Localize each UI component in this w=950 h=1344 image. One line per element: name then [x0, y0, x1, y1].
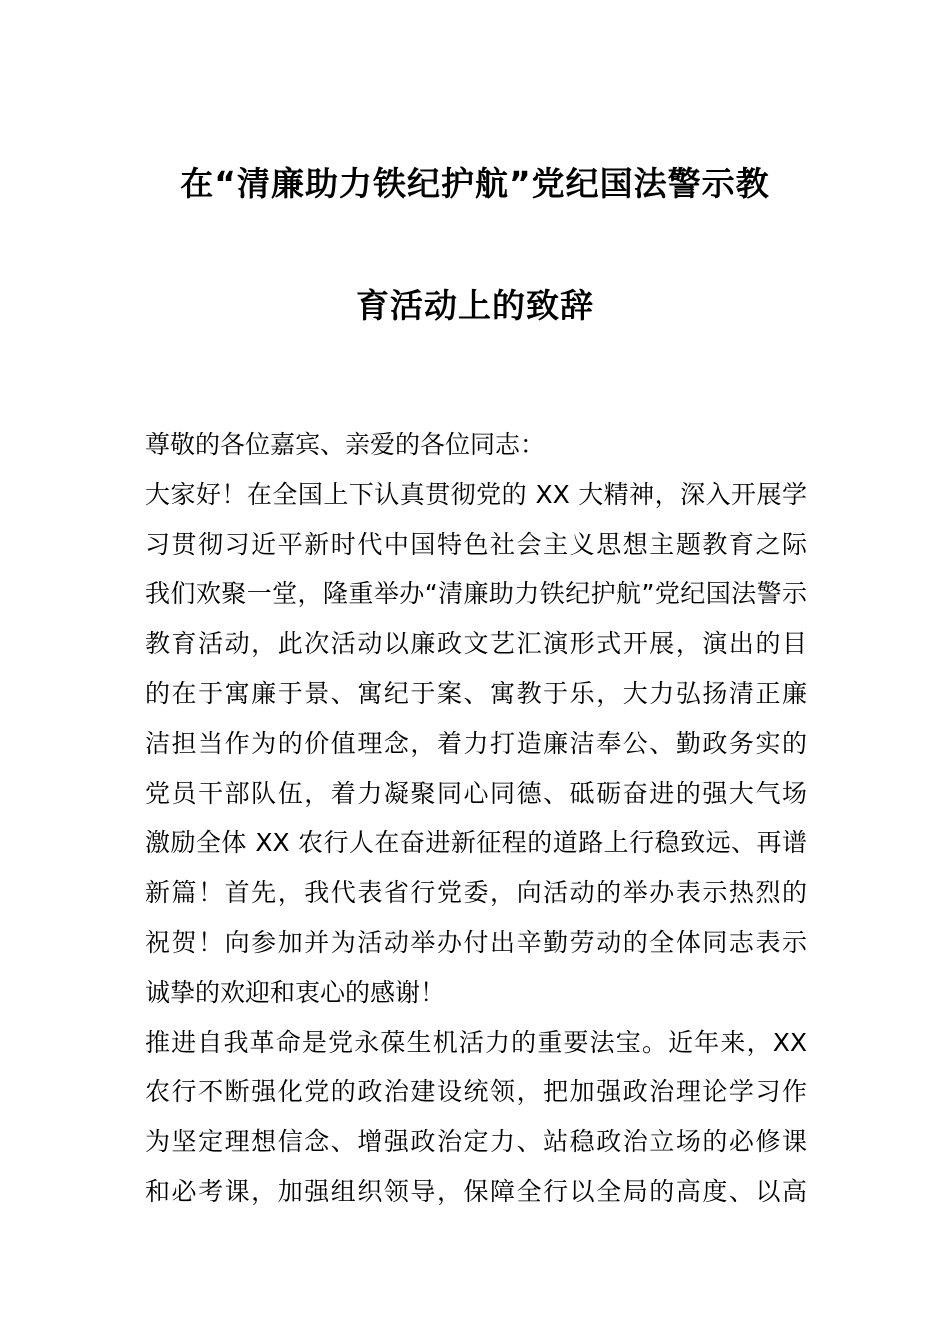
- body-line: 洁担当作为的价值理念，着力打造廉洁奉公、勤政务实的: [145, 728, 807, 758]
- body-line: 我们欢聚一堂，隆重举办“清廉助力铁纪护航”党纪国法警示: [145, 579, 807, 609]
- body-line: 为坚定理想信念、增强政治定力、站稳政治立场的必修课: [145, 1127, 807, 1157]
- body-line: 的在于寓廉于景、寓纪于案、寓教于乐，大力弘扬清正廉: [145, 678, 807, 708]
- body-line: 农行不断强化党的政治建设统领，把加强政治理论学习作: [145, 1077, 807, 1107]
- body-line: 祝贺！向参加并为活动举办付出辛勤劳动的全体同志表示: [145, 927, 807, 957]
- body-line: 尊敬的各位嘉宾、亲爱的各位同志：: [145, 430, 546, 459]
- document-body: [145, 420, 807, 1217]
- document-title-line-1: 在“清廉助力铁纪护航”党纪国法警示教: [180, 164, 770, 203]
- body-line: 党员干部队伍，着力凝聚同心同德、砥砺奋进的强大气场: [145, 778, 807, 808]
- body-line: 推进自我革命是党永葆生机活力的重要法宝。近年来，XX: [145, 1027, 807, 1057]
- document-title-line-2: 育活动上的致辞: [356, 286, 594, 325]
- body-line: 教育活动，此次活动以廉政文艺汇演形式开展，演出的目: [145, 629, 807, 659]
- body-line: 激励全体 XX 农行人在奋进新征程的道路上行稳致远、再谱: [145, 828, 807, 858]
- body-line: 大家好！在全国上下认真贯彻党的 XX 大精神，深入开展学: [145, 479, 807, 509]
- body-line: 新篇！首先，我代表省行党委，向活动的举办表示热烈的: [145, 878, 807, 908]
- body-line: 和必考课，加强组织领导，保障全行以全局的高度、以高: [145, 1176, 807, 1206]
- body-line: 诚挚的欢迎和衷心的感谢！: [145, 977, 446, 1007]
- body-line: 习贯彻习近平新时代中国特色社会主义思想主题教育之际: [145, 529, 807, 559]
